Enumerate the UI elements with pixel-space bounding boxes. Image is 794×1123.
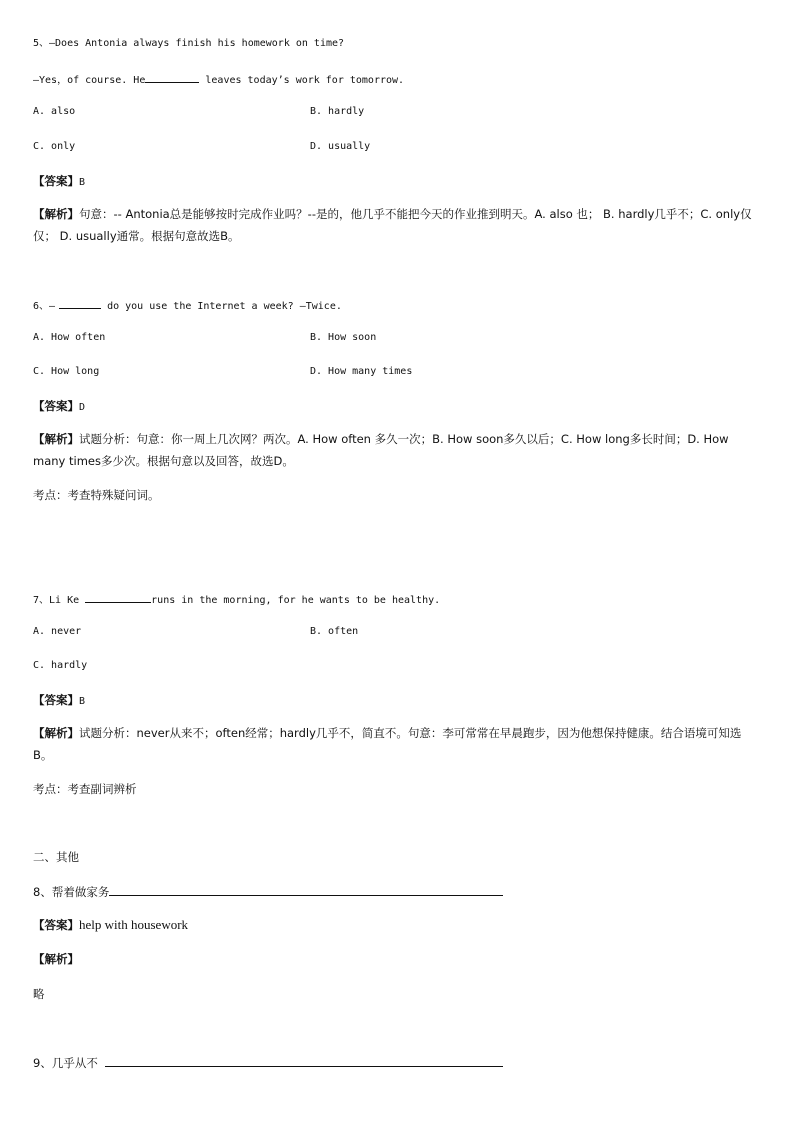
q6-option-b: B. How soon (310, 332, 377, 343)
q7-answer-label: 【答案】 (33, 693, 79, 707)
q5-option-a: A. also (33, 106, 76, 117)
q7-blank (85, 591, 151, 603)
q7-analysis (33, 723, 758, 767)
q8-analysis-label: 【解析】 (33, 952, 79, 966)
q8-analysis-text: 略 (33, 987, 45, 1001)
q7-stem (33, 591, 440, 608)
q5-answer-label: 【答案】 (33, 174, 79, 188)
q8-answer (33, 918, 188, 934)
q8-stem: 8、帮着做家务 (33, 885, 110, 899)
q7-stem-before: 7、Li Ke (33, 595, 86, 606)
q6-option-d: D. How many times (310, 366, 413, 377)
q6-analysis-text: 试题分析：句意：你一周上几次网？两次。A. How often 多久一次；B. How soon多久以后；C. How long多长时间；D. How many times多少次。根据句意以及回答，故选D。 (33, 432, 729, 468)
q7-stem-after: runs in the morning, for he wants to be healthy. (151, 595, 441, 606)
q5-answer-line (33, 71, 404, 88)
q9-stem-line (33, 1055, 503, 1072)
q5-option-c: C. only (33, 141, 76, 152)
q5-analysis (33, 204, 758, 248)
section-heading: 二、其他 (33, 850, 79, 864)
q9-blank (105, 1055, 503, 1067)
q6-stem-after: do you use the Internet a week? —Twice. (101, 301, 342, 312)
q6-blank (59, 297, 101, 309)
q6-answer-value: D (79, 402, 86, 413)
q5-answer-line-after: leaves today’s work for tomorrow. (199, 75, 405, 86)
q5-analysis-text: 句意：-- Antonia总是能够按时完成作业吗？--是的，他几乎不能把今天的作业推到明天。A. also 也； B. hardly几乎不；C. only仅仅； D. usually通常。根据句意故选B。 (33, 207, 752, 243)
q6-analysis-label: 【解析】 (33, 432, 79, 446)
q5-blank (145, 71, 199, 83)
q7-answer-value: B (79, 696, 86, 707)
q6-option-a: A. How often (33, 332, 106, 343)
q9-stem: 9、几乎从不 (33, 1056, 98, 1070)
q7-option-b: B. often (310, 626, 359, 637)
q6-answer-label: 【答案】 (33, 399, 79, 413)
q8-blank (109, 884, 503, 896)
q6-answer (33, 399, 85, 415)
q6-stem-before: 6、— (33, 301, 56, 312)
q8-answer-label: 【答案】 (33, 918, 79, 932)
q7-option-a: A. never (33, 626, 82, 637)
q6-stem (33, 297, 342, 314)
q5-analysis-label: 【解析】 (33, 207, 79, 221)
q6-option-c: C. How long (33, 366, 100, 377)
q5-option-b: B. hardly (310, 106, 365, 117)
q5-stem: 5、—Does Antonia always finish his homework on time? (33, 38, 345, 49)
q7-answer (33, 693, 85, 709)
q5-answer-value: B (79, 177, 86, 188)
q5-answer (33, 174, 85, 190)
q8-stem-line (33, 884, 503, 901)
q8-answer-value: help with housework (79, 917, 189, 932)
q6-analysis (33, 429, 758, 473)
q6-kaodian: 考点：考查特殊疑问词。 (33, 488, 160, 502)
q5-option-d: D. usually (310, 141, 371, 152)
q7-kaodian: 考点：考查副词辨析 (33, 782, 137, 796)
q7-analysis-text: 试题分析：never从来不；often经常；hardly几乎不，简直不。句意：李可常常在早晨跑步，因为他想保持健康。结合语境可知选B。 (33, 726, 742, 762)
q7-analysis-label: 【解析】 (33, 726, 79, 740)
q7-option-c: C. hardly (33, 660, 88, 671)
q5-answer-line-before: —Yes，of course. He (33, 75, 146, 86)
